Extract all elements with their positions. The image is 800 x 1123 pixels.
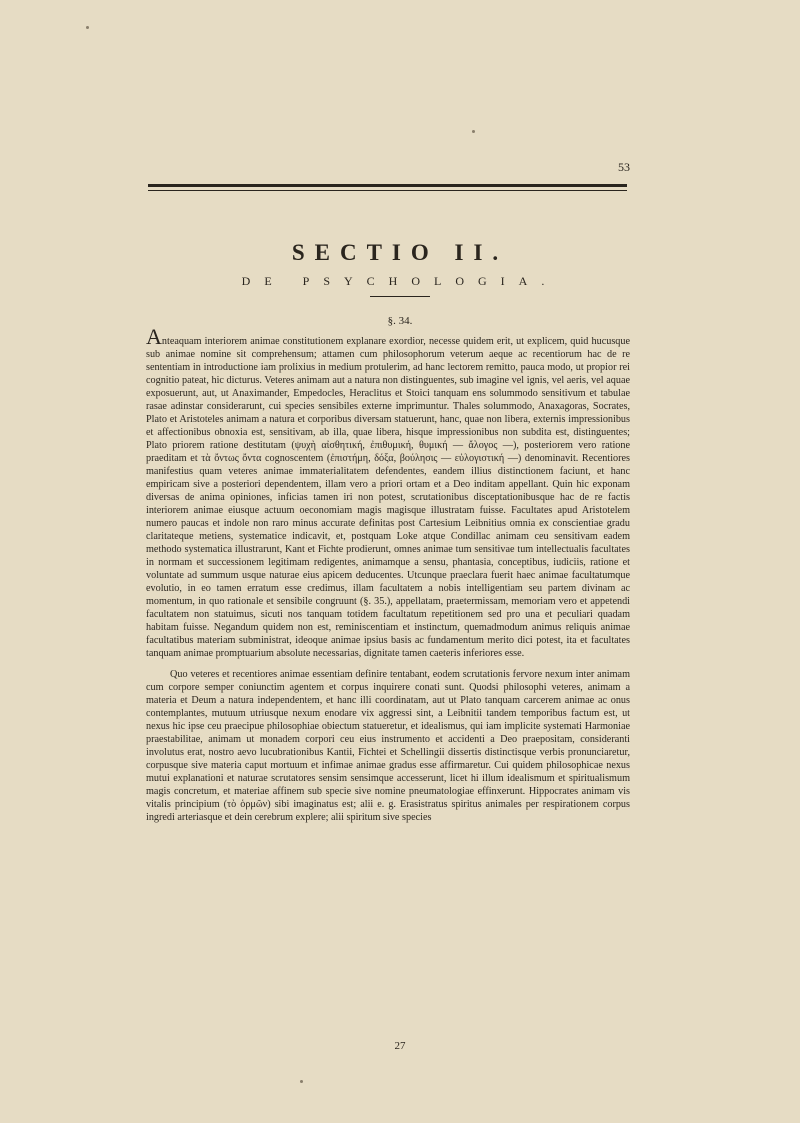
paper-speck [472,130,475,133]
drop-cap: A [146,324,162,349]
paragraph-marker: §. 34. [387,315,413,327]
body-text [146,324,630,824]
paragraph-1 [146,324,630,660]
header-rule-thin [148,190,627,191]
page-number: 53 [618,160,630,174]
paper-speck [300,1080,303,1083]
title-divider [370,296,430,297]
paragraph-2: Quo veteres et recentiores animae essentiam definire tentabant, eodem scrutationis fervore nexum inter animam cum corpore semper coniunctim agentem et corpus inquirere conati sunt. Quodsi philosophi veteres, animam a materia et Deum a natura independentem, et hanc illi coordinatam, aut ut Plato tanquam carcerem animae ac onus contemplantes, mutuum utriusque nexum enodare vix aggressi sint, a Leibnitii tandem temporibus factum est, ut nexus hic ipse ceu praecipue philosophiae obiectum statueretur, et idealismus, qui iam implicite systemati Harmoniae praestabilitae, animam ut monadem corpori ceu eius instrumento et accidenti a Deo praepositam, consideranti involutus erat, nostro aevo lucubrationibus Kantii, Fichtei et Schellingii dissertis distinctisque verbis pronunciaretur, corpusque sive materia caput mortuum et infimae animae gradus esse affirmaretur. Cui quidem philosophicae nexus mutui explanationi et naturae scrutatores sensim sensimque accesserunt, licet hi illum idealismum et spiritualismum magis concretum, et materiae affinem sub specie sive nomine pneumatologiae effinxerunt. Hippocrates animam vis vitalis principium (τὸ ὁρμῶν) sibi imaginatus est; alii e. g. Erasistratus spiritus animales per respirationem corpus ingredi arteriasque et dein cerebrum explere; alii spiritum sive species [146,669,630,823]
section-subtitle: DE PSYCHOLOGIA. [241,274,559,288]
paragraph-1-text: nteaquam interiorem animae constitutionem explanare exordior, necesse quidem erit, ut explicem, quid hucusque sub animae nomine sit comprehensum; attamen cum philosophorum veterum aeque ac recentiorum hac de re sententiam in introductione iam prolixius in medium protulerim, ad hanc lectorem remitto, pauca modo, ut propior rei cognitio pateat, hic dicturus. Veteres animam aut a natura non distinguentes, sub imagine vel ignis, vel aeris, vel aquae exposuerunt, aut, ut Anaximander, Empedocles, Heraclitus et Stoici tanquam ens solummodo sensitivum et tabulae rasae adinstar considerarunt, cui species sensibiles externe imprimuntur. Thales solummodo, Anaxagoras, Socrates, Plato et Aristoteles animam a natura et corporibus diversam statuerunt, hanc, quae non libera, externis impressionibus et affectionibus obnoxia est, sensitivam, ab illa, quae libera, hisque impressionibus non subdita est, distinguentes; Plato priorem ratione destitutam (ψυχὴ αἰσθητική, ἐπιθυμική, θυμική — ἄλογος —), posteriorem vero ratione praeditam et τὰ ὄντως ὄντα cognoscentem (ἐπιστήμη, δόξα, βούλησις — εὐλογιστική —) denominavit. Recentiores manifestius quam veteres animae immaterialitatem defendentes, eandem illius distinctionem faciunt, et hanc empiricam sive a posteriori dependentem, illam vero a priori ortam et a Deo inditam appellant. Quin hic exponam diversas de anima opiniones, inficias tamen iri non potest, scrutationibus disceptationibusque hac de re factis interiorem animae eiusque actuum oeconomiam magis magisque illustratam fuisse. Facultates apud Aristotelem numero paucas et indole non raro minus accurate definitas post Cartesium Leibnitius omnia ex conscientiae gradu claritateque metiens, systematice indicavit, et, postquam Loke atque Condillac animam ceu sensitivam eadem methodo systematica illustrarunt, Kant et Fichte prodierunt, omnes animae tum sensitivae tum intellectualis facultates in normam et successionem legitimam redigentes, animamque a sensu, phantasia, conceptibus, iudiciis, ratione et voluntate ad summum usque naturae eius apicem deducentes. Utcunque praeclara fuerit haec animae facultatumque evolutio, in eo tamen erratum esse credimus, illam facultatem a nobis intelligentiam seu partem divinam ac momentum, in quo rationale et sensibile congruunt (§. 35.), appellatam, praetermissam, memoriam vero et appetendi facultatem non statuimus, sicuti nos tanquam totidem facultatum repetitionem sed pro una et peculiari quadam habitam fuisse. Negandum quidem non est, reminiscentiam et instinctum, quemadmodum animus reliquis animae facultatibus materiam subministrat, ideoque animae ipsius basis ac fundamentum merito dici potest, ita et facultates tanquam animae promptuarium absolute necessarias, dignitate tamen caeteris inferiores esse. [146,336,630,659]
paper-speck [86,26,89,29]
signature-mark: 27 [394,1040,406,1052]
section-title: SECTIO II. [291,240,509,265]
header-rule-thick [148,184,627,187]
